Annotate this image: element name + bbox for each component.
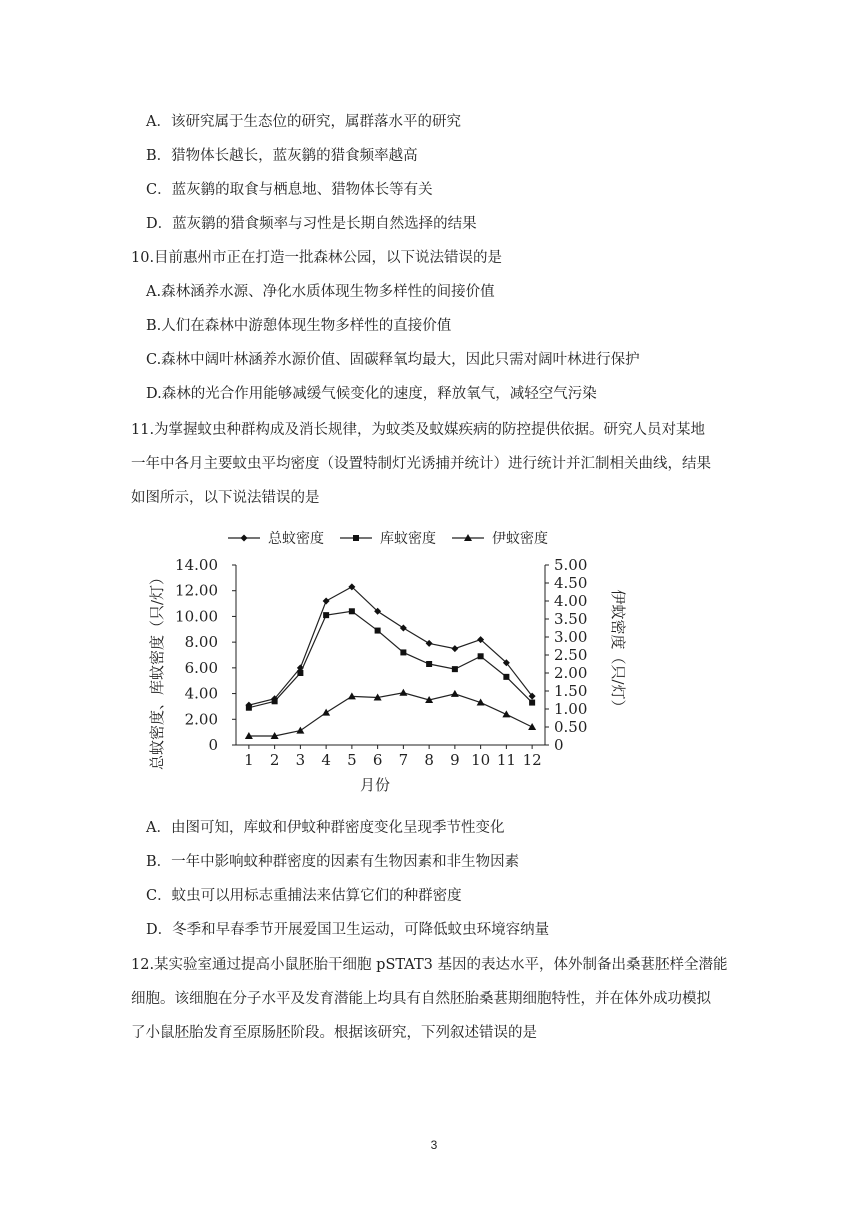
data-point-square <box>246 705 252 711</box>
data-point-triangle <box>528 723 536 730</box>
data-point-triangle <box>502 710 510 717</box>
q12-stem-line-1: 12.某实验室通过提高小鼠胚胎干细胞 pSTAT3 基因的表达水平，体外制备出桑葚胚样全潜能 <box>131 957 728 973</box>
x-tick-label: 10 <box>471 751 491 769</box>
y-right-tick-label: 3.00 <box>554 628 588 646</box>
data-point-square <box>452 666 458 672</box>
y-right-tick-label: 2.50 <box>554 646 588 664</box>
q11-option-c: C．蚊虫可以用标志重捕法来估算它们的种群密度 <box>146 888 462 904</box>
x-tick-label: 3 <box>295 751 306 769</box>
x-tick-label: 11 <box>496 751 516 769</box>
data-point-triangle <box>399 689 407 696</box>
x-tick-label: 4 <box>321 751 331 769</box>
q11-stem-line-1: 11.为掌握蚊虫种群构成及消长规律，为蚊类及蚊媒疾病的防控提供依据。研究人员对某地 <box>131 422 706 438</box>
data-point-square <box>272 698 278 704</box>
series-line-diamond <box>249 587 532 705</box>
data-point-diamond <box>323 598 330 605</box>
legend-label: 伊蚊密度 <box>492 531 548 547</box>
q11-option-b: B．一年中影响蚊种群密度的因素有生物因素和非生物因素 <box>146 854 520 870</box>
mosquito-density-chart <box>140 522 627 797</box>
data-point-square <box>375 628 381 634</box>
y-left-tick-label: 4.00 <box>184 684 218 703</box>
data-point-square <box>349 608 355 614</box>
y-right-tick-label: 2.00 <box>554 664 588 682</box>
y-left-tick-label: 8.00 <box>184 633 218 652</box>
series-line-triangle <box>249 693 532 736</box>
q10-stem: 10.目前惠州市正在打造一批森林公园，以下说法错误的是 <box>131 250 503 266</box>
q12-stem-line-2: 细胞。该细胞在分子水平及发育潜能上均具有自然胚胎桑葚期细胞特性，并在体外成功模拟 <box>131 991 711 1007</box>
data-point-square <box>503 674 509 680</box>
y-right-tick-label: 0.50 <box>554 718 588 736</box>
chart-legend <box>228 530 548 547</box>
q9-option-c: C．蓝灰鹟的取食与栖息地、猎物体长等有关 <box>146 182 433 198</box>
y-right-tick-label: 0 <box>554 736 564 754</box>
x-tick-label: 1 <box>244 751 254 769</box>
data-point-square <box>323 612 329 618</box>
q10-option-b: B.人们在森林中游憩体现生物多样性的直接价值 <box>146 318 452 334</box>
data-point-square <box>297 670 303 676</box>
series-line-square <box>249 611 532 707</box>
data-point-diamond <box>451 645 458 652</box>
data-point-diamond <box>426 640 433 647</box>
x-axis-label: 月份 <box>359 776 391 794</box>
q11-stem-line-3: 如图所示，以下说法错误的是 <box>131 490 320 506</box>
data-point-triangle <box>322 709 330 716</box>
y-left-tick-label: 2.00 <box>184 710 218 729</box>
x-tick-label: 9 <box>450 751 460 769</box>
y-left-tick-label: 10.00 <box>175 607 218 626</box>
q10-option-c: C.森林中阔叶林涵养水源价值、固碳释氧均最大，因此只需对阔叶林进行保护 <box>146 352 640 368</box>
q11-option-a: A．由图可知，库蚊和伊蚊种群密度变化呈现季节性变化 <box>146 820 505 836</box>
q10-option-a: A.森林涵养水源、净化水质体现生物多样性的间接价值 <box>146 284 495 300</box>
y-right-tick-label: 4.50 <box>554 574 588 592</box>
q11-option-d: D．冬季和早春季节开展爱国卫生运动，可降低蚊虫环境容纳量 <box>146 922 550 938</box>
x-tick-label: 2 <box>269 751 280 769</box>
legend-label: 总蚊密度 <box>268 531 324 547</box>
y-left-tick-label: 0 <box>208 736 218 754</box>
data-point-square <box>400 649 406 655</box>
y-axis-left-label: 总蚊密度、库蚊密度（只/灯） <box>148 569 166 771</box>
data-point-diamond <box>241 535 248 542</box>
q9-option-d: D．蓝灰鹟的猎食频率与习性是长期自然选择的结果 <box>146 216 477 232</box>
data-point-triangle <box>348 692 356 699</box>
q11-stem-line-2: 一年中各月主要蚊虫平均密度（设置特制灯光诱捕并统计）进行统计并汇制相关曲线，结果 <box>131 456 711 472</box>
x-tick-label: 12 <box>522 751 542 769</box>
chart-axes <box>175 556 587 769</box>
x-tick-label: 7 <box>398 751 409 769</box>
page-number: 3 <box>430 1138 438 1152</box>
data-point-square <box>426 661 432 667</box>
q9-option-b: B．猎物体长越长，蓝灰鹟的猎食频率越高 <box>146 148 418 164</box>
x-tick-label: 8 <box>424 751 434 769</box>
legend-label: 库蚊密度 <box>380 531 436 547</box>
x-tick-label: 5 <box>347 751 357 769</box>
y-left-tick-label: 12.00 <box>175 581 218 600</box>
data-point-square <box>478 653 484 659</box>
q10-option-d: D.森林的光合作用能够减缓气候变化的速度，释放氧气，减轻空气污染 <box>146 386 597 402</box>
y-left-tick-label: 14.00 <box>175 556 218 574</box>
data-point-square <box>529 700 535 706</box>
q12-stem-line-3: 了小鼠胚胎发育至原肠胚阶段。根据该研究，下列叙述错误的是 <box>131 1025 537 1041</box>
y-right-tick-label: 3.50 <box>554 610 588 628</box>
data-point-triangle <box>296 727 304 734</box>
y-right-tick-label: 4.00 <box>554 592 588 610</box>
data-point-triangle <box>451 690 459 697</box>
y-right-tick-label: 1.50 <box>554 682 588 700</box>
y-axis-right-label: 伊蚊密度（只/灯） <box>609 589 627 715</box>
chart-series <box>245 583 536 739</box>
x-tick-label: 6 <box>372 751 383 769</box>
data-point-square <box>353 535 359 541</box>
y-right-tick-label: 5.00 <box>554 556 588 574</box>
q9-option-a: A．该研究属于生态位的研究，属群落水平的研究 <box>146 114 461 130</box>
y-left-tick-label: 6.00 <box>184 658 218 677</box>
y-right-tick-label: 1.00 <box>554 700 588 718</box>
data-point-diamond <box>400 625 407 632</box>
